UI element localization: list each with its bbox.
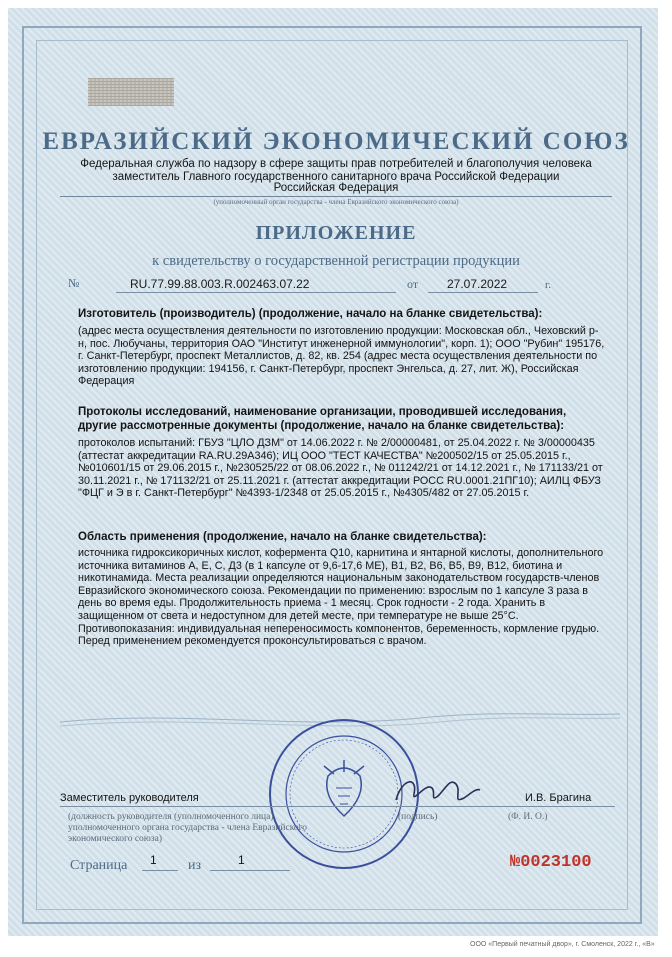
agency-line-1: Федеральная служба по надзору в сфере защиты прав потребителей и благополучия человека bbox=[80, 158, 592, 170]
page-total: 1 bbox=[238, 853, 245, 867]
manufacturer-text: (адрес места осуществления деятельности по изготовлению продукции: Московская обл., Чеховский р-н, пос. Любучаны, территория ОАО "Институт инженерной иммунологии", корп. 1); ООО "Рубин" 195176, г. Санкт-Петербург, проспект Металлистов, д. 82, кв. 254 (адрес места осуществления деятельности по изготовлению продукции: 194156, г. Санкт-Петербург, проспект Энгельса, д. 27, лит. Ж), Российская Федерация bbox=[78, 325, 605, 388]
registration-number: RU.77.99.88.003.R.002463.07.22 bbox=[130, 277, 310, 291]
agency-line-2: заместитель Главного государственного санитарного врача Российской Федерации bbox=[112, 171, 560, 183]
handwritten-signature bbox=[392, 770, 482, 810]
security-mark bbox=[88, 78, 174, 106]
appendix-subtitle: к свидетельству о государственной регистрации продукции bbox=[152, 253, 520, 269]
scope-text: источника гидроксикоричных кислот, кофермента Q10, карнитина и янтарной кислоты, дополнительного источника витаминов А, Е, С, Д3 (в 1 капсуле от 9,6-17,6 МЕ), В1, В2, В6, В5, В9, В12, биотина и никотинамида. Места реализации определяются национальным законодательством государств-членов Евразийского экономического союза. Рекомендации по применению: взрослым по 1 капсуле 3 раза в день во время еды. Продолжительность приема - 1 месяц. Срок годности - 2 года. Хранить в защищенном от света и недоступном для детей месте, при температуре не выше 25°С. Противопоказания: индивидуальная непереносимость компонентов, беременность, кормление грудью. Перед применением рекомендуется проконсультироваться с врачом. bbox=[78, 547, 604, 648]
number-label: № bbox=[68, 276, 80, 290]
scope-heading: Область применения (продолжение, начало на бланке свидетельства): bbox=[78, 531, 487, 543]
page-number-underline bbox=[142, 870, 178, 871]
page-total-underline bbox=[210, 870, 290, 871]
page-number: 1 bbox=[150, 853, 157, 867]
date-underline bbox=[428, 292, 538, 293]
page-label: Страница bbox=[70, 858, 128, 873]
union-title: ЕВРАЗИЙСКИЙ ЭКОНОМИЧЕСКИЙ СОЮЗ bbox=[42, 128, 630, 155]
year-suffix: г. bbox=[545, 279, 552, 291]
printer-imprint: ООО «Первый печатный двор», г. Смоленск, 2022 г., «В» bbox=[470, 941, 655, 948]
appendix-title: ПРИЛОЖЕНИЕ bbox=[255, 222, 417, 244]
name-caption: (Ф. И. О.) bbox=[508, 812, 548, 822]
agency-line-3: Российская Федерация bbox=[273, 182, 399, 194]
manufacturer-heading: Изготовитель (производитель) (продолжение, начало на бланке свидетельства): bbox=[78, 308, 543, 320]
protocols-text: протоколов испытаний: ГБУЗ "ЦЛО ДЗМ" от 14.06.2022 г. № 2/00000481, от 25.04.2022 г. № 3/00000435 (аттестат аккредитации RA.RU.29А346); ИЦ ООО "ТЕСТ КАЧЕСТВА" №200502/15 от 25.05.2015 г., №010601/15 от 29.06.2015 г., №230525/22 от 08.06.2022 г., № 011242/21 от 14.12.2021 г., № 171133/21 от 30.11.2021 г., № 171132/21 от 25.11.2021 г. (аттестат аккредитации РОСС RU.0001.21ПГ10); АИЛЦ ФБУЗ "ФЦГ и Э в г. Санкт-Петербург" №4393-1/2348 от 25.05.2015 г., №4305/482 от 27.05.2015 г. bbox=[78, 437, 603, 500]
reg-number-underline bbox=[116, 292, 396, 293]
signatory-name: И.В. Брагина bbox=[525, 792, 592, 804]
protocols-heading: Протоколы исследований, наименование организации, проводившей исследования, другие рассмотренные документы (продолжение, начало на бланке свидетельства): bbox=[78, 406, 567, 432]
agency-caption: (уполномоченный орган государства - члена Евразийского экономического союза) bbox=[60, 196, 612, 206]
of-label: из bbox=[188, 858, 202, 873]
serial-number: №0023100 bbox=[510, 853, 592, 872]
position-caption: (должность руководителя (уполномоченного лица) уполномоченного органа государства - члена Евразийского экономического союза) bbox=[68, 812, 307, 844]
registration-date: 27.07.2022 bbox=[447, 277, 508, 291]
signature-underline bbox=[60, 806, 615, 807]
signature-caption: (подпись) bbox=[398, 812, 438, 822]
from-label: от bbox=[407, 277, 419, 291]
signatory-position: Заместитель руководителя bbox=[60, 792, 199, 804]
